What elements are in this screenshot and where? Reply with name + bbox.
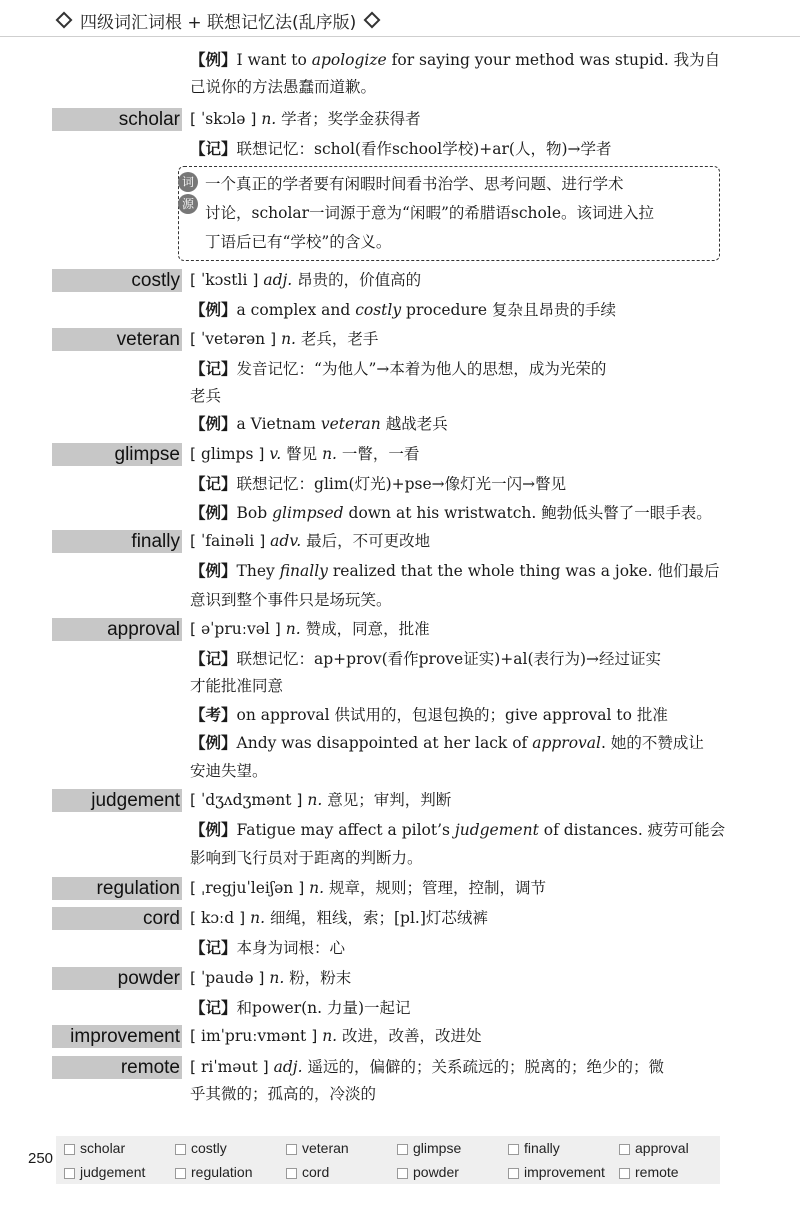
- phonetic: riˈməut: [200, 1058, 258, 1076]
- line-keyword: costly: [355, 301, 402, 319]
- bracket-close: ]: [291, 791, 308, 809]
- definition: [190, 906, 488, 931]
- review-word-label: glimpse: [413, 1140, 462, 1156]
- checkbox-icon[interactable]: [619, 1168, 630, 1179]
- checkbox-icon[interactable]: [397, 1168, 408, 1179]
- line-keyword: veteran: [320, 415, 381, 433]
- vocab-entry: [52, 906, 742, 931]
- word-highlight: [52, 789, 182, 812]
- bracket-close: ]: [265, 330, 282, 348]
- word-highlight: [52, 269, 182, 292]
- line-tag: 【例】: [190, 504, 237, 522]
- line-keyword: glimpsed: [272, 504, 344, 522]
- definition: [190, 966, 351, 991]
- vocab-entry: [52, 529, 742, 554]
- etymology-badge: 词: [178, 172, 198, 192]
- checkbox-icon[interactable]: [397, 1144, 408, 1155]
- headword: judgement: [91, 790, 180, 811]
- vocab-entry: [52, 876, 742, 901]
- bracket-open: [: [190, 620, 201, 638]
- entry-line: [190, 588, 730, 613]
- line-keyword: approval: [532, 734, 601, 752]
- meaning: 遥远的，偏僻的；关系疏远的；脱离的；绝少的；微: [307, 1058, 664, 1076]
- definition: [190, 327, 378, 352]
- entry-line: [190, 996, 730, 1021]
- line-text: 发音记忆：“为他人”→本着为他人的思想，成为光荣的: [236, 360, 607, 378]
- word-highlight: [52, 907, 182, 930]
- review-word-label: scholar: [80, 1140, 126, 1156]
- line-text: on approval 供试用的，包退包换的；give approval to 批准: [236, 706, 668, 724]
- line-text: 和power(n. 力量)一起记: [236, 999, 411, 1017]
- etymology-line: 丁语后已有“学校”的含义。: [205, 233, 392, 251]
- headword: regulation: [96, 878, 180, 899]
- example-keyword: apologize: [311, 51, 387, 69]
- bracket-open: [: [190, 909, 201, 927]
- line-text: Bob: [236, 504, 273, 522]
- line-tag: 【例】: [190, 301, 237, 319]
- word-highlight: [52, 530, 182, 553]
- definition: [190, 1024, 482, 1049]
- entry-line: [190, 137, 730, 162]
- part-of-speech: n.: [307, 791, 323, 809]
- definition: [190, 876, 546, 901]
- example-tag: 【例】: [190, 51, 237, 69]
- bracket-open: [: [190, 1058, 201, 1076]
- vocab-entry: [52, 1055, 742, 1080]
- bracket-close: ]: [254, 532, 271, 550]
- phonetic: ˈskɔlə: [200, 110, 246, 128]
- meaning: 赞成，同意，批准: [305, 620, 430, 638]
- review-word[interactable]: [60, 1136, 170, 1160]
- word-highlight: [52, 1056, 182, 1079]
- bracket-close: ]: [253, 969, 270, 987]
- part-of-speech: n.: [281, 330, 296, 348]
- review-word[interactable]: [171, 1136, 281, 1160]
- meaning: 最后，不可更改地: [306, 532, 431, 550]
- meaning: 瞥见: [286, 445, 318, 463]
- review-word-label: finally: [524, 1140, 560, 1156]
- checkbox-icon[interactable]: [64, 1168, 75, 1179]
- vocab-entry: [52, 107, 742, 132]
- meaning: 细绳，粗线，索；[pl.]灯芯绒裤: [269, 909, 488, 927]
- line-tag: 【例】: [190, 562, 237, 580]
- review-word[interactable]: [282, 1160, 392, 1184]
- part-of-speech: v.: [269, 445, 282, 463]
- line-tag: 【例】: [190, 415, 237, 433]
- bracket-open: [: [190, 969, 201, 987]
- vocab-entry: [52, 327, 742, 352]
- bracket-open: [: [190, 1027, 201, 1045]
- line-text: of distances. 疲劳可能会: [538, 821, 726, 839]
- line-text: 老兵: [190, 387, 222, 405]
- entry-line: [190, 472, 730, 497]
- meaning: 改进，改善，改进处: [342, 1027, 482, 1045]
- word-highlight: [52, 443, 182, 466]
- review-word-label: cord: [302, 1164, 330, 1180]
- line-text: 本身为词根：心: [236, 939, 346, 957]
- checkbox-icon[interactable]: [175, 1168, 186, 1179]
- definition: [190, 529, 430, 554]
- line-text: 意识到整个事件只是场玩笑。: [190, 591, 392, 609]
- bracket-open: [: [190, 271, 201, 289]
- bracket-open: [: [190, 445, 201, 463]
- bracket-close: ]: [306, 1027, 323, 1045]
- word-highlight: [52, 1025, 182, 1048]
- bracket-open: [: [190, 879, 201, 897]
- checkbox-icon[interactable]: [619, 1144, 630, 1155]
- definition: [190, 788, 451, 813]
- bracket-close: ]: [253, 445, 270, 463]
- line-tag: 【考】: [190, 706, 237, 724]
- headword: cord: [143, 908, 180, 929]
- entry-line: [190, 674, 730, 699]
- review-word-label: powder: [413, 1164, 459, 1180]
- headword: approval: [107, 619, 180, 640]
- phonetic: kɔːd: [200, 909, 235, 927]
- part-of-speech: n.: [285, 620, 301, 638]
- header-title: 四级词汇词根 + 联想记忆法(乱序版): [80, 12, 357, 33]
- review-word-label: judgement: [80, 1164, 146, 1180]
- entry-line: [190, 647, 730, 672]
- phonetic: ˈpaudə: [200, 969, 254, 987]
- example-text: for saying your method was stupid. 我为自: [386, 51, 721, 69]
- page-number: 250: [28, 1150, 54, 1167]
- review-word[interactable]: [393, 1160, 503, 1184]
- line-text: 影响到飞行员对于距离的判断力。: [190, 849, 423, 867]
- example-text: 己说你的方法愚蠢而道歉。: [190, 78, 377, 96]
- entry-line: [190, 703, 730, 728]
- headword: scholar: [118, 109, 180, 130]
- line-text: realized that the whole thing was a joke. 他们最后: [327, 562, 720, 580]
- line-text: a complex and: [236, 301, 356, 319]
- line-tag: 【记】: [190, 650, 237, 668]
- line-tag: 【记】: [190, 939, 237, 957]
- phonetic: ˌregjuˈleiʃən: [200, 879, 294, 897]
- bracket-open: [: [190, 532, 201, 550]
- review-word[interactable]: [171, 1160, 281, 1184]
- line-text: 联想记忆：ap+prov(看作prove证实)+al(表行为)→经过证实: [236, 650, 662, 668]
- review-word-label: improvement: [524, 1164, 605, 1180]
- review-word[interactable]: [504, 1160, 614, 1184]
- review-word[interactable]: [504, 1136, 614, 1160]
- headword: glimpse: [114, 444, 180, 465]
- line-text: a Vietnam: [236, 415, 321, 433]
- line-text: Fatigue may affect a pilot’s: [236, 821, 455, 839]
- line-text: 越战老兵: [380, 415, 448, 433]
- entry-line: [190, 559, 730, 584]
- phonetic: əˈpruːvəl: [200, 620, 270, 638]
- phonetic: ˈvetərən: [200, 330, 266, 348]
- entry-line: [190, 846, 730, 871]
- headword: powder: [117, 968, 180, 989]
- word-highlight: [52, 108, 182, 131]
- vocab-entry: [52, 966, 742, 991]
- phonetic: ˈkɔstli: [200, 271, 248, 289]
- entry-line: [190, 759, 730, 784]
- part-of-speech: n.: [322, 445, 337, 463]
- bracket-close: ]: [245, 110, 262, 128]
- bracket-close: ]: [269, 620, 286, 638]
- entry-line: [190, 1082, 730, 1107]
- meaning: 一瞥，一看: [341, 445, 420, 463]
- part-of-speech: n.: [261, 110, 277, 128]
- example-text: I want to: [236, 51, 312, 69]
- definition: [190, 107, 421, 132]
- headword: finally: [131, 531, 180, 552]
- entry-line: [190, 412, 730, 437]
- headword: improvement: [70, 1026, 180, 1047]
- entry-line: [190, 731, 730, 756]
- bracket-open: [: [190, 791, 201, 809]
- entry-line: [190, 384, 730, 409]
- part-of-speech: n.: [309, 879, 325, 897]
- phonetic: glimps: [200, 445, 254, 463]
- checkbox-icon[interactable]: [286, 1144, 297, 1155]
- review-word[interactable]: [282, 1136, 392, 1160]
- etymology-line: 一个真正的学者要有闲暇时间看书治学、思考问题、进行学术: [205, 175, 624, 193]
- review-word-label: approval: [635, 1140, 689, 1156]
- part-of-speech: adv.: [270, 532, 302, 550]
- page-header: [48, 8, 388, 32]
- line-text: 联想记忆：schol(看作school学校)+ar(人，物)→学者: [236, 140, 612, 158]
- line-text: They: [236, 562, 280, 580]
- line-tag: 【记】: [190, 475, 237, 493]
- line-text: 安迪失望。: [190, 762, 268, 780]
- vocab-entry: [52, 268, 742, 293]
- line-keyword: judgement: [454, 821, 539, 839]
- word-highlight: [52, 618, 182, 641]
- headword: remote: [120, 1057, 180, 1078]
- word-highlight: [52, 877, 182, 900]
- bracket-open: [: [190, 110, 201, 128]
- etymology-line: 讨论，scholar一词源于意为“闲暇”的希腊语schole。该词进入拉: [205, 204, 654, 222]
- meaning: 规章，规则；管理，控制，调节: [329, 879, 547, 897]
- headword: costly: [131, 270, 180, 291]
- etymology-badge: 源: [178, 194, 198, 214]
- review-word[interactable]: [393, 1136, 503, 1160]
- meaning: 老兵，老手: [300, 330, 379, 348]
- meaning: 粉，粉末: [289, 969, 352, 987]
- bracket-close: ]: [257, 1058, 274, 1076]
- line-tag: 【记】: [190, 360, 237, 378]
- line-tag: 【例】: [190, 821, 237, 839]
- definition: [190, 268, 421, 293]
- word-highlight: [52, 967, 182, 990]
- line-tag: 【记】: [190, 999, 237, 1017]
- definition: [190, 617, 430, 642]
- diamond-icon: [56, 12, 73, 29]
- vocab-entry: [52, 617, 742, 642]
- line-text: 才能批准同意: [190, 677, 284, 695]
- checkbox-icon[interactable]: [508, 1144, 519, 1155]
- phonetic: imˈpruːvmənt: [200, 1027, 307, 1045]
- part-of-speech: adj.: [263, 271, 293, 289]
- line-text: 乎其微的；孤高的，冷淡的: [190, 1085, 377, 1103]
- entry-line: [190, 357, 730, 382]
- headword: veteran: [116, 329, 180, 350]
- checkbox-icon[interactable]: [508, 1168, 519, 1179]
- bracket-close: ]: [247, 271, 264, 289]
- vocab-entry: [52, 788, 742, 813]
- definition: [190, 1055, 664, 1080]
- review-word[interactable]: [615, 1136, 725, 1160]
- phonetic: ˈfainəli: [200, 532, 255, 550]
- checkbox-icon[interactable]: [175, 1144, 186, 1155]
- review-word-label: regulation: [191, 1164, 253, 1180]
- definition: [190, 442, 419, 467]
- example-line: [190, 48, 730, 73]
- entry-line: [190, 936, 730, 961]
- entry-line: [190, 501, 730, 526]
- meaning: 意见；审判，判断: [327, 791, 452, 809]
- word-highlight: [52, 328, 182, 351]
- diamond-icon: [364, 12, 381, 29]
- checkbox-icon[interactable]: [286, 1168, 297, 1179]
- line-text: procedure 复杂且昂贵的手续: [401, 301, 616, 319]
- review-word-label: remote: [635, 1164, 679, 1180]
- meaning: 学者；奖学金获得者: [281, 110, 421, 128]
- line-text: down at his wristwatch. 鲍勃低头瞥了一眼手表。: [343, 504, 712, 522]
- line-text: Andy was disappointed at her lack of: [236, 734, 533, 752]
- bracket-open: [: [190, 330, 201, 348]
- bracket-close: ]: [293, 879, 310, 897]
- part-of-speech: n.: [322, 1027, 338, 1045]
- header-divider: [0, 36, 800, 37]
- review-word-label: veteran: [302, 1140, 349, 1156]
- entry-line: [190, 298, 730, 323]
- review-word[interactable]: [615, 1160, 725, 1184]
- line-tag: 【例】: [190, 734, 237, 752]
- meaning: 昂贵的，价值高的: [297, 271, 422, 289]
- phonetic: ˈdʒʌdʒmənt: [200, 791, 292, 809]
- line-text: 联想记忆：glim(灯光)+pse→像灯光一闪→瞥见: [236, 475, 567, 493]
- line-text: . 她的不赞成让: [601, 734, 704, 752]
- entry-line: [190, 818, 730, 843]
- part-of-speech: adj.: [273, 1058, 303, 1076]
- part-of-speech: n.: [250, 909, 266, 927]
- vocab-entry: [52, 442, 742, 467]
- line-keyword: finally: [279, 562, 328, 580]
- part-of-speech: n.: [269, 969, 285, 987]
- review-word-label: costly: [191, 1140, 227, 1156]
- example-line: [190, 75, 730, 100]
- vocab-entry: [52, 1024, 742, 1049]
- checkbox-icon[interactable]: [64, 1144, 75, 1155]
- etymology-text: [205, 170, 715, 257]
- line-tag: 【记】: [190, 140, 237, 158]
- review-word[interactable]: [60, 1160, 170, 1184]
- bracket-close: ]: [234, 909, 251, 927]
